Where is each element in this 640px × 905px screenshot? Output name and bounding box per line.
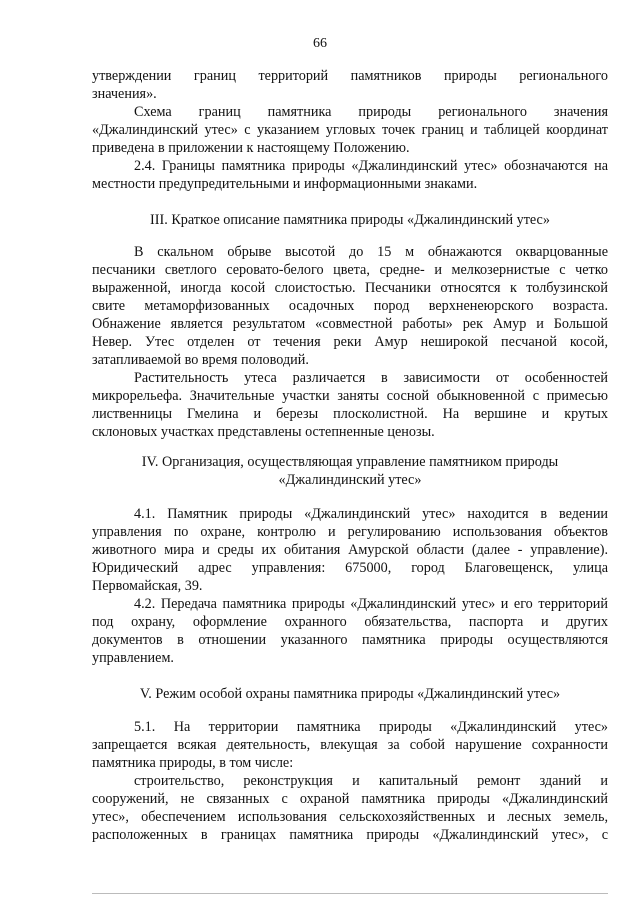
paragraph-line: значения». bbox=[92, 86, 157, 102]
paragraph-line: строительство, реконструкция и капитальный ремонт зданий и bbox=[134, 773, 608, 789]
section-heading: III. Краткое описание памятника природы «Джалиндинский утес» bbox=[150, 212, 550, 228]
paragraph-line: приведена в приложении к настоящему Положению. bbox=[92, 140, 410, 156]
paragraph-line: Юридический адрес управления: 675000, город Благовещенск, улица bbox=[92, 560, 608, 576]
paragraph-line: лиственницы Гмелина и березы плосколистной. На вершине и крутых bbox=[92, 406, 608, 422]
paragraph-line: утес», обеспечением использования сельскохозяйственных и лесных земель, bbox=[92, 809, 608, 825]
paragraph-line: склоновых участках представлены остепненные ценозы. bbox=[92, 424, 435, 440]
page-number: 66 bbox=[313, 36, 327, 51]
section-heading: IV. Организация, осуществляющая управление памятником природы bbox=[141, 454, 559, 470]
paragraph-line: «Джалиндинский утес» с указанием угловых точек границ и таблицей координат bbox=[92, 122, 608, 138]
paragraph-line: выраженной, иногда косой слоистостью. Песчаники относятся к толбузинской bbox=[92, 280, 608, 296]
paragraph-line: затапливаемой во время половодий. bbox=[92, 352, 309, 368]
paragraph-line: 4.2. Передача памятника природы «Джалиндинский утес» и его территорий bbox=[134, 596, 608, 612]
paragraph-line: В скальном обрыве высотой до 15 м обнажаются окварцованные bbox=[134, 244, 608, 260]
paragraph-line: памятника природы, в том числе: bbox=[92, 755, 294, 771]
paragraph-line: запрещается всякая деятельность, влекущая за собой нарушение сохранности bbox=[92, 737, 608, 753]
paragraph-line: микрорельефа. Значительные участки заняты сосной обыкновенной с примесью bbox=[92, 388, 608, 404]
section-heading: «Джалиндинский утес» bbox=[278, 472, 422, 488]
paragraph-line: 5.1. На территории памятника природы «Джалиндинский утес» bbox=[134, 719, 608, 735]
paragraph-line: Первомайская, 39. bbox=[92, 578, 203, 594]
paragraph-line: управления по охране, контролю и регулированию использования объектов bbox=[92, 524, 608, 540]
paragraph-line: утверждении границ территорий памятников природы регионального bbox=[92, 68, 608, 84]
document-content bbox=[92, 67, 608, 844]
paragraph-line: 4.1. Памятник природы «Джалиндинский утес» находится в ведении bbox=[134, 506, 608, 522]
paragraph-line: животного мира и среды их обитания Амурской области (далее - управление). bbox=[92, 542, 608, 558]
paragraph-line: Невер. Утес отделен от течения реки Амур неширокой песчаной косой, bbox=[92, 334, 608, 350]
paragraph-line: документов в отношении указанного памятника природы осуществляются bbox=[92, 632, 608, 648]
paragraph-line: управлением. bbox=[92, 650, 174, 666]
section-heading: V. Режим особой охраны памятника природы «Джалиндинский утес» bbox=[139, 686, 561, 702]
paragraph-line: расположенных в границах памятника природы «Джалиндинский утес», с bbox=[92, 827, 608, 843]
paragraph-line: свите метаморфизованных осадочных пород верхненеюрского возраста. bbox=[92, 298, 608, 314]
paragraph-line: 2.4. Границы памятника природы «Джалиндинский утес» обозначаются на bbox=[134, 158, 608, 174]
page-edge-line bbox=[92, 893, 608, 894]
paragraph-line: сооружений, не связанных с охраной памятника природы «Джалиндинский bbox=[92, 791, 608, 807]
paragraph-line: Растительность утеса различается в зависимости от особенностей bbox=[134, 370, 608, 386]
paragraph-line: Схема границ памятника природы регионального значения bbox=[134, 104, 608, 120]
paragraph-line: местности предупредительными и информационными знаками. bbox=[92, 176, 478, 192]
paragraph-line: под охрану, оформление охранного обязательства, паспорта и других bbox=[92, 614, 608, 630]
paragraph-line: песчаники светлого серовато-белого цвета, средне- и мелкозернистые с четко bbox=[92, 262, 608, 278]
paragraph-line: Обнажение является результатом «совместной работы» рек Амур и Большой bbox=[92, 316, 608, 332]
